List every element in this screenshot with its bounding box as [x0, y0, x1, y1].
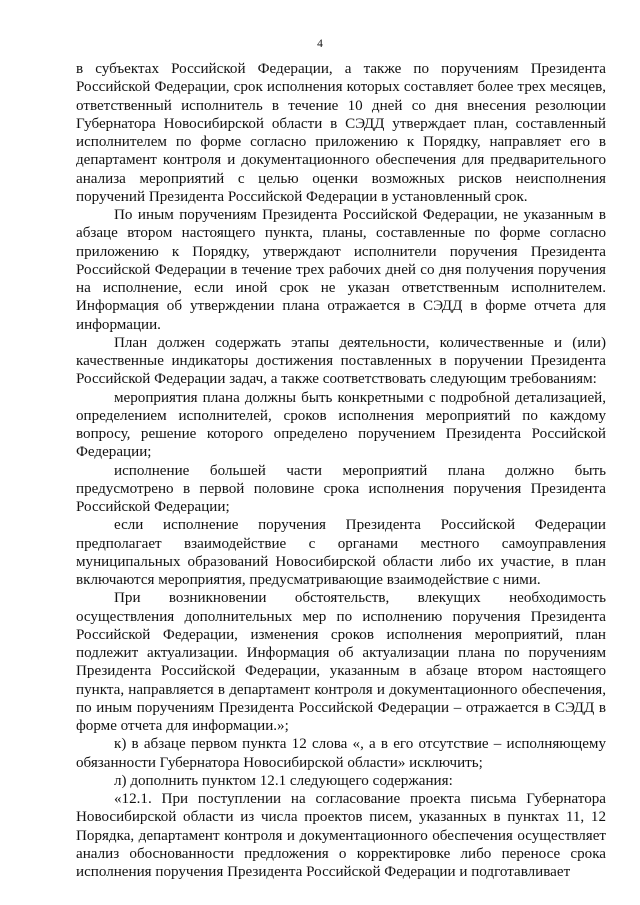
paragraph-9: л) дополнить пунктом 12.1 следующего содержания: [114, 772, 453, 789]
document-body [76, 60, 606, 881]
paragraph-4: мероприятия плана должны быть конкретными с подробной детализацией, определением исполнителей, сроков исполнения мероприятий по каждому вопросу, решение которого определено поручением Президента Российской Федерации; [76, 389, 606, 461]
page-number: 4 [317, 38, 323, 50]
paragraph-3: План должен содержать этапы деятельности, количественные и (или) качественные индикаторы достижения поставленных в поручении Президента Российской Федерации задач, а также соответствовать следующим требованиям: [76, 334, 606, 388]
paragraph-10: «12.1. При поступлении на согласование проекта письма Губернатора Новосибирской области из числа проектов писем, указанных в пунктах 11, 12 Порядка, департамент контроля и документационного обеспечения осуществляет анализ обоснованности предложения о корректировке либо переносе срока исполнения поручения Президента Российской Федерации и подготавливает [76, 791, 606, 880]
paragraph-7: При возникновении обстоятельств, влекущих необходимость осуществления дополнительных мер по исполнению поручения Президента Российской Федерации, изменения сроков исполнения мероприятий, план подлежит актуализации. Информация об актуализации плана по поручениям Президента Российской Федерации, указанным в абзаце втором настоящего пункта, направляется в департамент контроля и документационного обеспечения, по иным поручениям Президента Российской Федерации – отражается в СЭДД в форме отчета для информации.»; [76, 590, 606, 734]
paragraph-2: По иным поручениям Президента Российской Федерации, не указанным в абзаце втором настоящего пункта, планы, составленные по форме согласно приложению к Порядку, утверждают исполнители поручения Президента Российской Федерации в течение трех рабочих дней со дня получения поручения на исполнение, если иной срок не указан ответственным исполнителем. Информация об утверждении плана отражается в СЭДД в форме отчета для информации. [76, 207, 606, 333]
paragraph-8: к) в абзаце первом пункта 12 слова «, а в его отсутствие – исполняющему обязанности Губернатора Новосибирской области» исключить; [76, 736, 606, 771]
paragraph-1: в субъектах Российской Федерации, а также по поручениям Президента Российской Федерации, срок исполнения которых составляет более трех месяцев, ответственный исполнитель в течение 10 дней со дня внесения резолюции Губернатора Новосибирской области в СЭДД утверждает план, составленный исполнителем по форме согласно приложению к Порядку, направляет его в департамент контроля и документационного обеспечения для предварительного анализа мероприятий с целью оценки возможных рисков неисполнения поручений Президента Российской Федерации в установленный срок. [76, 61, 606, 205]
paragraph-5: исполнение большей части мероприятий плана должно быть предусмотрено в первой половине срока исполнения поручения Президента Российской Федерации; [76, 462, 606, 515]
paragraph-6: если исполнение поручения Президента Российской Федерации предполагает взаимодействие с органами местного самоуправления муниципальных образований Новосибирской области либо их участие, в план включаются мероприятия, предусматривающие взаимодействие с ними. [76, 517, 606, 588]
